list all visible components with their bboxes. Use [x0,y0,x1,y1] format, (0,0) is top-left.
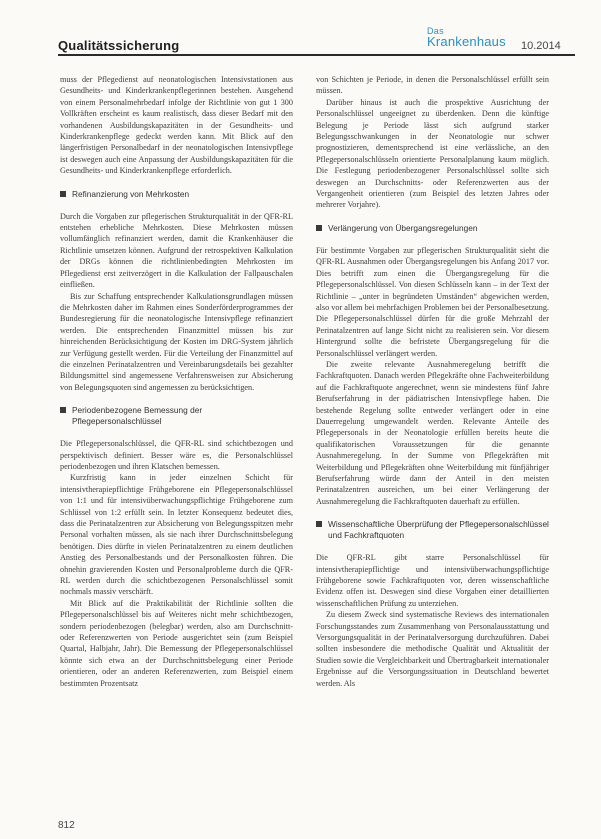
paragraph: von Schichten je Periode, in denen die Personalschlüssel erfüllt sein müssen. [316,75,549,96]
paragraph: Die zweite relevante Ausnahmeregelung betrifft die Fachkraftquoten. Danach werden Pflegekräfte ohne Fachweiterbildung auf die Fachkraftquote angerechnet, wenn sie mindestens fünf Jahre Berufserfahrung in der pädiatrischen Intensivpflege haben. Die bestehende Regelung sollte entweder verlängert oder in eine Dauerregelung umgewandelt werden. Relevante Anteile des Pflegepersonals in der Neonatologie erfüllen bereits heute die qualifikatorischen Voraussetzungen für die genannte Ausnahmeregelung. In der Summe von Pflegekräften mit Weiterbildung und Pflegekräften ohne Weiterbildung mit fünfjähriger Berufserfahrung würde dann der Anteil in den meisten Perinatalzentren ausreichen, um bei einer Verlängerung der Ausnahmeregelung die Fachkraftquoten dauerhaft zu erfüllen. [316,359,549,506]
square-bullet-icon [60,191,66,197]
subheading [316,223,549,234]
page-header [0,0,601,62]
subheading [60,405,293,427]
left-column [60,74,293,689]
section-title: Qualitätssicherung [58,38,180,53]
subheading [60,189,293,200]
subheading-text: Refinanzierung von Mehrkosten [72,188,190,199]
paragraph: Die QFR-RL gibt starre Personalschlüssel für intensivtherapiepflichtige und intensivüberwachungspflichtige Frühgeborene sowie Fachkraftquoten vor, deren wissenschaftliche Evidenz offen ist. Deswegen sind diese Vorgaben einer detaillierten wissenschaftlichen Prüfung zu unterziehen. [316,553,549,608]
page-number: 812 [58,820,75,831]
paragraph: Mit Blick auf die Praktikabilität der Richtlinie sollten die Pflegepersonalschlüssel bis auf Weiteres nicht mehr schichtbezogen, sondern periodenbezogen (belegbar) werden, also am Durchschnitt- oder Referenzwerten von Periode ausgerichtet sein (zum Beispiel Quartal, Halbjahr, Jahr). Die Bemessung der Pflegepersonalschlüssel könnte sich etwa an der Durchschnittsbelegung einer Periode orientieren, oder an anderen Referenzwerten, zum Beispiel einem bestimmten Prozentsatz [60,598,293,688]
subheading-text: Periodenbezogene Bemessung der Pflegepersonalschlüssel [72,405,203,427]
paragraph: Die Pflegepersonalschlüssel, die QFR-RL sind schichtbezogen und perspektivisch definiert. Besser wäre es, die Personalschlüssel periodenbezogen und ihren Klatschen bemessen. [60,439,293,471]
subheading-text: Verlängerung von Übergangsregelungen [328,222,478,233]
paragraph: Für bestimmte Vorgaben zur pflegerischen Strukturqualität sieht die QFR-RL Ausnahmen oder Übergangsregelungen bis Anfang 2017 vor. Dies betrifft zum einen die Übergangsregelung für die Pflegepersonalschlüssel. Von diesen Schlüsseln kann – in der Text der Richtlinie – „unter in begründeten Umständen“ abgewichen werden, also vor allem bei mehrfachigen Problemen bei der Personalbesetzung. Die Pflegepersonalschlüssel dürfen für die große Mehrzahl der Perinatalzentren auf lange Sicht nicht zu realisieren sein. Vor diesem Hintergrund sollte die befristete Übergangsregelung für die Personalschlüssel verlängert werden. [316,245,549,358]
paragraph: Durch die Vorgaben zur pflegerischen Strukturqualität in der QFR-RL entstehen erhebliche Mehrkosten. Diese Mehrkosten müssen vollumfänglich refinanziert werden, damit die Krankenhäuser die Richtlinie umsetzen können. Aufgrund der retrospektiven Kalkulation der DRGs können die richtlinienbedingten Mehrkosten im Pflegedienst erst zeitverzögert in die Kalkulation der Fallpauschalen einfließen. [60,211,293,290]
logo-main-text: Krankenhaus [427,34,506,49]
subheading [316,519,549,541]
paragraph: Zu diesem Zweck sind systematische Reviews des internationalen Forschungsstandes zum Zusammenhang von Personalausstattung und Versorgungsqualität in der Perinatalversorgung durchzuführen. Dabei sollten insbesondere die methodische Qualität und Aktualität der Studien sowie die Vergleichbarkeit und Übertragbarkeit internationaler Ergebnisse auf die Versorgungssituation in Deutschland bewertet werden. Als [316,610,549,688]
square-bullet-icon [316,521,322,527]
subheading-text: Wissenschaftliche Überprüfung der Pflegepersonalschlüssel und Fachkraftquoten [328,519,549,541]
right-column [316,74,549,689]
square-bullet-icon [60,407,66,413]
paragraph: muss der Pflegedienst auf neonatologischen Intensivstationen aus Gesundheits- und Kinderkrankenpflegerinnen bestehen. Ausgehend von einem Personalmehrbedarf infolge der Richtlinie von gut 1 300 Vollkräften erscheint es kaum realistisch, dass dieser Bedarf mit den vorhandenen Ausbildungskapazitäten in der Gesundheits- und Kinderkrankenpflege gedeckt werden kann. Mit Blick auf den längerfristigen Personalbedarf in der neonatologischen Intensivpflege ist deswegen auch eine Anpassung der Ausbildungskapazitäten für die Gesundheits- und Kinderkrankenpflege erforderlich. [60,75,293,176]
paragraph: Darüber hinaus ist auch die prospektive Ausrichtung der Personalschlüssel ungeeignet zu überdenken. Denn die künftige Belegung je Periode lässt sich aufgrund starker Belegungsschwankungen in der Neonatologie nur schwer prognostizieren, dementsprechend ist eine verlässliche, an den Pflegepersonalschlüsseln orientierte Personalplanung kaum möglich. Die Festlegung periodenbezogener Personalschlüssel sollte sich deswegen an Durchschnitts- oder Referenzwerten aus der Vergangenheit orientieren (zum Beispiel des letzten Jahres oder mehrerer Vorjahre). [316,97,549,210]
logo-small-text: Das [427,26,444,36]
header-rule [58,54,575,56]
paragraph: Bis zur Schaffung entsprechender Kalkulationsgrundlagen müssen die Mehrkosten daher im Rahmen eines Sonderförderprogrammes der Bundesregierung für die neonatologische Intensivpflege refinanziert werden. Die entsprechenden Finanzmittel müssen bis zur hinreichenden Berücksichtigung der Kosten im DRG-System jährlich zur Verfügung gestellt werden. Für die Verteilung der Finanzmittel auf die einzelnen Perinatalzentren und Vereinbarungsdetails bei gezahlter Bildungsmittel sind angemessene Verfahrensweisen zur Absicherung von Belegungsquoten sind angemessen zu berücksichtigen. [60,291,293,392]
journal-logo [427,26,506,52]
paragraph: Kurzfristig kann in jeder einzelnen Schicht für intensivtherapiepflichtige Frühgeborene ein Pflegepersonalschlüssel von 1:1 und für intensivüberwachungspflichtige Frühgeborene zum Schlüssel von 1:2 erfüllt sein. In letzter Konsequenz bedeutet dies, dass die Perinatalzentren zur Absicherung von Belegungsspitzen mehr Personal vorhalten müssen, als sie nach ihrer Durchschnittsbelegung benötigen. Dies dürfte in vielen Perinatalzentren zu einem deutlichen Anstieg des Personalbestands und der Personalkosten führen. Die ohnehin gravierenden Kosten und Personalprobleme durch die QFR-RL werden durch die schichtbezogenen Personalschlüssel somit nochmals massiv verschärft. [60,473,293,597]
issue-number: 10.2014 [521,40,561,52]
square-bullet-icon [316,225,322,231]
